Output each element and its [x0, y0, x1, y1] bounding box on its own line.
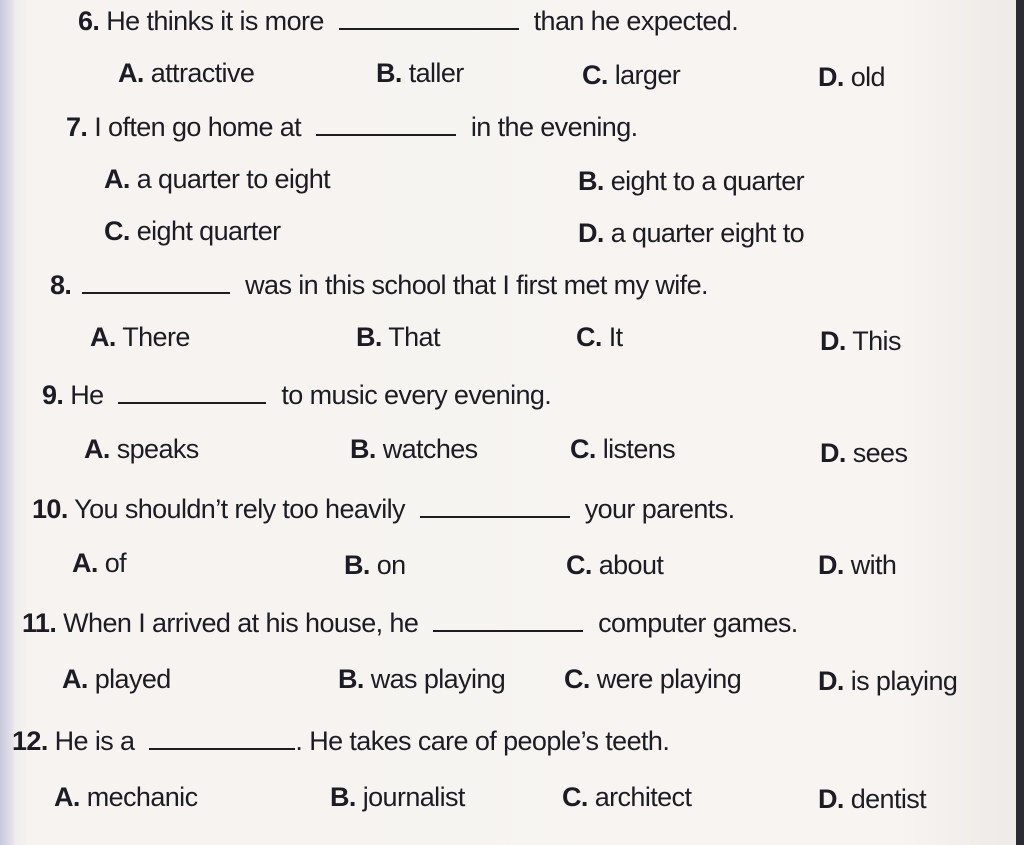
- option-text: mechanic: [86, 782, 198, 812]
- option-text: larger: [614, 60, 681, 90]
- question-9: [42, 380, 551, 411]
- option-letter: C.: [104, 216, 130, 246]
- option-text: a quarter to eight: [136, 164, 331, 194]
- option-text: There: [122, 322, 190, 352]
- option-text: was playing: [370, 664, 506, 694]
- option-text: dentist: [850, 784, 927, 814]
- option-letter: A.: [72, 548, 98, 578]
- question-text-after: computer games.: [598, 608, 798, 638]
- option-text: a quarter eight to: [610, 218, 805, 248]
- option-text: architect: [594, 782, 692, 812]
- question-number: 9.: [42, 380, 64, 410]
- option-text: on: [376, 550, 406, 580]
- question-number: 8.: [50, 270, 72, 300]
- answer-blank: [149, 747, 295, 750]
- option-letter: D.: [820, 438, 846, 468]
- option-d: [818, 550, 896, 581]
- option-letter: D.: [818, 62, 844, 92]
- option-letter: A.: [104, 164, 130, 194]
- answer-blank: [82, 291, 230, 294]
- question-6: [78, 6, 738, 37]
- question-text-before: When I arrived at his house, he: [63, 608, 419, 638]
- option-letter: B.: [376, 58, 402, 88]
- question-text-before: He is a: [54, 726, 135, 756]
- option-text: played: [94, 664, 171, 694]
- option-text: about: [598, 550, 664, 580]
- answer-blank: [316, 133, 456, 136]
- question-number: 6.: [78, 6, 100, 36]
- option-c: [570, 434, 675, 465]
- question-text-before: You shouldn’t rely too heavily: [74, 494, 405, 524]
- option-a: [54, 782, 197, 813]
- option-d: [818, 784, 926, 815]
- option-text: This: [852, 326, 901, 356]
- option-letter: A.: [54, 782, 80, 812]
- option-text: eight quarter: [136, 216, 281, 246]
- option-b: [578, 166, 804, 197]
- page-binding-edge: [0, 0, 14, 845]
- option-c: [104, 216, 281, 247]
- option-letter: B.: [578, 166, 604, 196]
- question-10: [32, 494, 735, 525]
- option-letter: C.: [582, 60, 608, 90]
- option-text: old: [850, 62, 885, 92]
- option-letter: B.: [356, 322, 382, 352]
- question-text-after: your parents.: [584, 494, 735, 524]
- question-text-before: He thinks it is more: [106, 6, 324, 36]
- option-text: were playing: [596, 664, 742, 694]
- option-b: [356, 322, 440, 353]
- option-letter: A.: [62, 664, 88, 694]
- option-text: It: [608, 322, 623, 352]
- question-number: 11.: [22, 608, 57, 638]
- option-letter: D.: [578, 218, 604, 248]
- option-letter: A.: [118, 58, 144, 88]
- option-text: sees: [852, 438, 908, 468]
- option-d: [820, 326, 901, 357]
- option-letter: B.: [338, 664, 364, 694]
- option-text: watches: [382, 434, 478, 464]
- option-text: attractive: [150, 58, 255, 88]
- answer-blank: [420, 515, 570, 518]
- option-c: [566, 550, 663, 581]
- option-letter: D.: [820, 326, 846, 356]
- option-letter: C.: [562, 782, 588, 812]
- option-b: [350, 434, 478, 465]
- option-letter: A.: [84, 434, 110, 464]
- option-letter: B.: [344, 550, 370, 580]
- option-d: [578, 218, 804, 249]
- option-c: [582, 60, 680, 91]
- option-letter: D.: [818, 550, 844, 580]
- option-text: eight to a quarter: [610, 166, 805, 196]
- option-b: [376, 58, 464, 89]
- option-text: listens: [602, 434, 676, 464]
- option-text: That: [388, 322, 440, 352]
- option-text: is playing: [850, 666, 958, 696]
- option-letter: A.: [90, 322, 116, 352]
- question-7: [66, 112, 638, 143]
- question-8: [50, 270, 708, 301]
- option-c: [564, 664, 741, 695]
- option-text: of: [104, 548, 127, 578]
- question-text-after: to music every evening.: [281, 380, 552, 410]
- question-text-after: in the evening.: [470, 112, 638, 142]
- option-c: [576, 322, 623, 353]
- option-c: [562, 782, 691, 813]
- option-letter: C.: [564, 664, 590, 694]
- question-number: 10.: [32, 494, 68, 524]
- option-a: [84, 434, 199, 465]
- option-letter: B.: [330, 782, 356, 812]
- option-d: [820, 438, 907, 469]
- option-letter: C.: [570, 434, 596, 464]
- option-letter: D.: [818, 784, 844, 814]
- option-a: [104, 164, 330, 195]
- option-text: with: [850, 550, 897, 580]
- question-number: 7.: [66, 112, 88, 142]
- option-d: [818, 62, 885, 93]
- question-text-before: I often go home at: [94, 112, 302, 142]
- question-12: [12, 726, 669, 757]
- question-text-after: . He takes care of people’s teeth.: [295, 726, 670, 756]
- option-letter: C.: [566, 550, 592, 580]
- question-text-after: was in this school that I first met my wife.: [245, 270, 708, 300]
- option-b: [344, 550, 406, 581]
- option-a: [62, 664, 171, 695]
- question-number: 12.: [12, 726, 48, 756]
- option-a: [118, 58, 254, 89]
- option-text: speaks: [116, 434, 199, 464]
- answer-blank: [433, 629, 583, 632]
- option-text: taller: [408, 58, 464, 88]
- answer-blank: [118, 401, 266, 404]
- option-a: [72, 548, 126, 579]
- option-b: [330, 782, 465, 813]
- option-letter: D.: [818, 666, 844, 696]
- option-letter: B.: [350, 434, 376, 464]
- question-text-after: than he expected.: [533, 6, 739, 36]
- option-b: [338, 664, 505, 695]
- answer-blank: [339, 27, 519, 30]
- question-11: [22, 608, 798, 639]
- page-right-edge: [1016, 0, 1024, 845]
- option-d: [818, 666, 957, 697]
- option-text: journalist: [362, 782, 465, 812]
- question-text-before: He: [70, 380, 104, 410]
- option-a: [90, 322, 190, 353]
- option-letter: C.: [576, 322, 602, 352]
